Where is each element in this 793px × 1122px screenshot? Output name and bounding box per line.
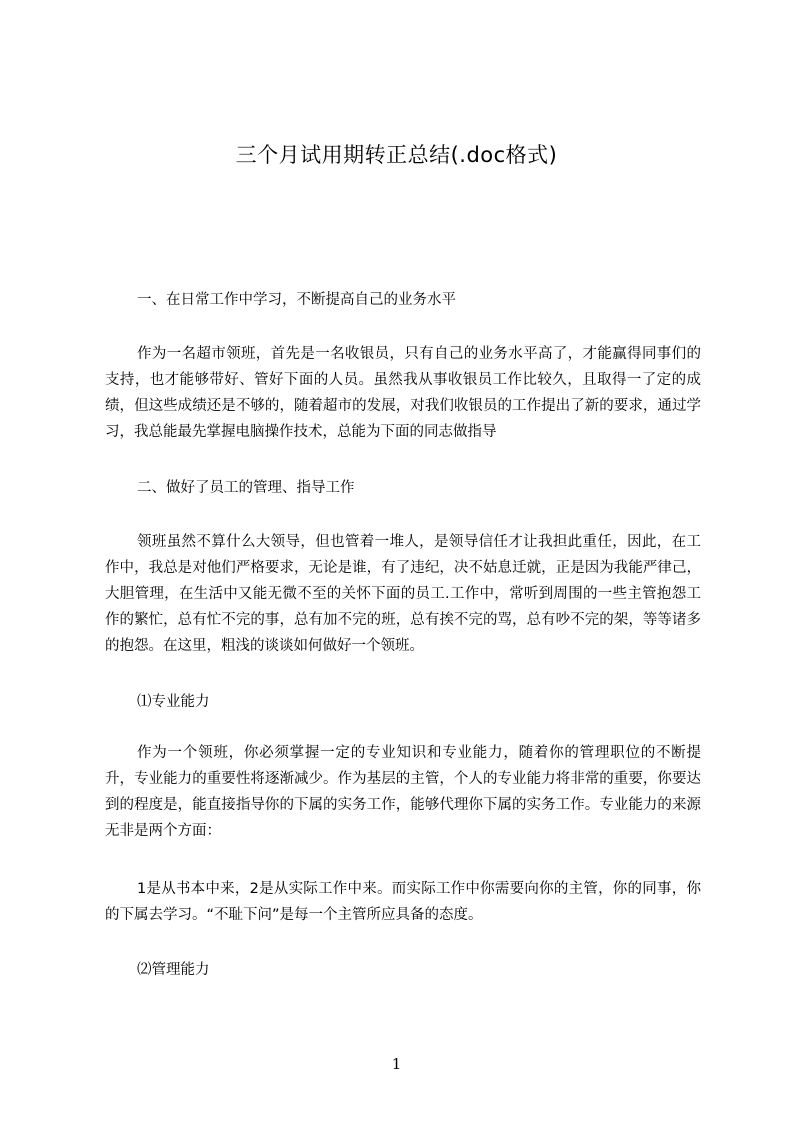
- section-heading-1: 一、在日常工作中学习，不断提高自己的业务水平: [137, 292, 456, 308]
- subheading-management-ability: ⑵管理能力: [137, 962, 210, 978]
- document-title: 三个月试用期转正总结(.doc格式): [235, 143, 558, 167]
- page-number: 1: [391, 1055, 402, 1073]
- paragraph-1: 作为一名超市领班，首先是一名收银员，只有自己的业务水平高了，才能赢得同事们的支持，也才能够带好、管好下面的人员。虽然我从事收银员工作比较久，且取得一了定的成绩，但这些成绩还是不够的，随着超市的发展，对我们收银员的工作提出了新的要求，通过学习，我总能最先掌握电脑操作技术，总能为下面的同志做指导: [105, 346, 701, 440]
- paragraph-3: 作为一个领班，你必须掌握一定的专业知识和专业能力，随着你的管理职位的不断提升，专业能力的重要性将逐渐减少。作为基层的主管，个人的专业能力将非常的重要，你要达到的程度是，能直接指导你的下属的实务工作，能够代理你下属的实务工作。专业能力的来源无非是两个方面：: [105, 745, 701, 839]
- section-heading-2: 二、做好了员工的管理、指导工作: [137, 480, 355, 496]
- subheading-professional-ability: ⑴专业能力: [137, 694, 210, 710]
- paragraph-4: 1是从书本中来，2是从实际工作中来。而实际工作中你需要向你的主管，你的同事，你的下属去学习。“不耻下问”是每一个主管所应具备的态度。: [105, 881, 701, 923]
- paragraph-2: 领班虽然不算什么大领导，但也管着一堆人，是领导信任才让我担此重任，因此，在工作中，我总是对他们严格要求，无论是谁，有了违纪，决不姑息迁就，正是因为我能严律己，大胆管理，在生活中又能无微不至的关怀下面的员工.工作中，常听到周围的一些主管抱怨工作的繁忙，总有忙不完的事，总有加不完的班，总有挨不完的骂，总有吵不完的架，等等诸多的抱怨。在这里，粗浅的谈谈如何做好一个领班。: [105, 534, 701, 654]
